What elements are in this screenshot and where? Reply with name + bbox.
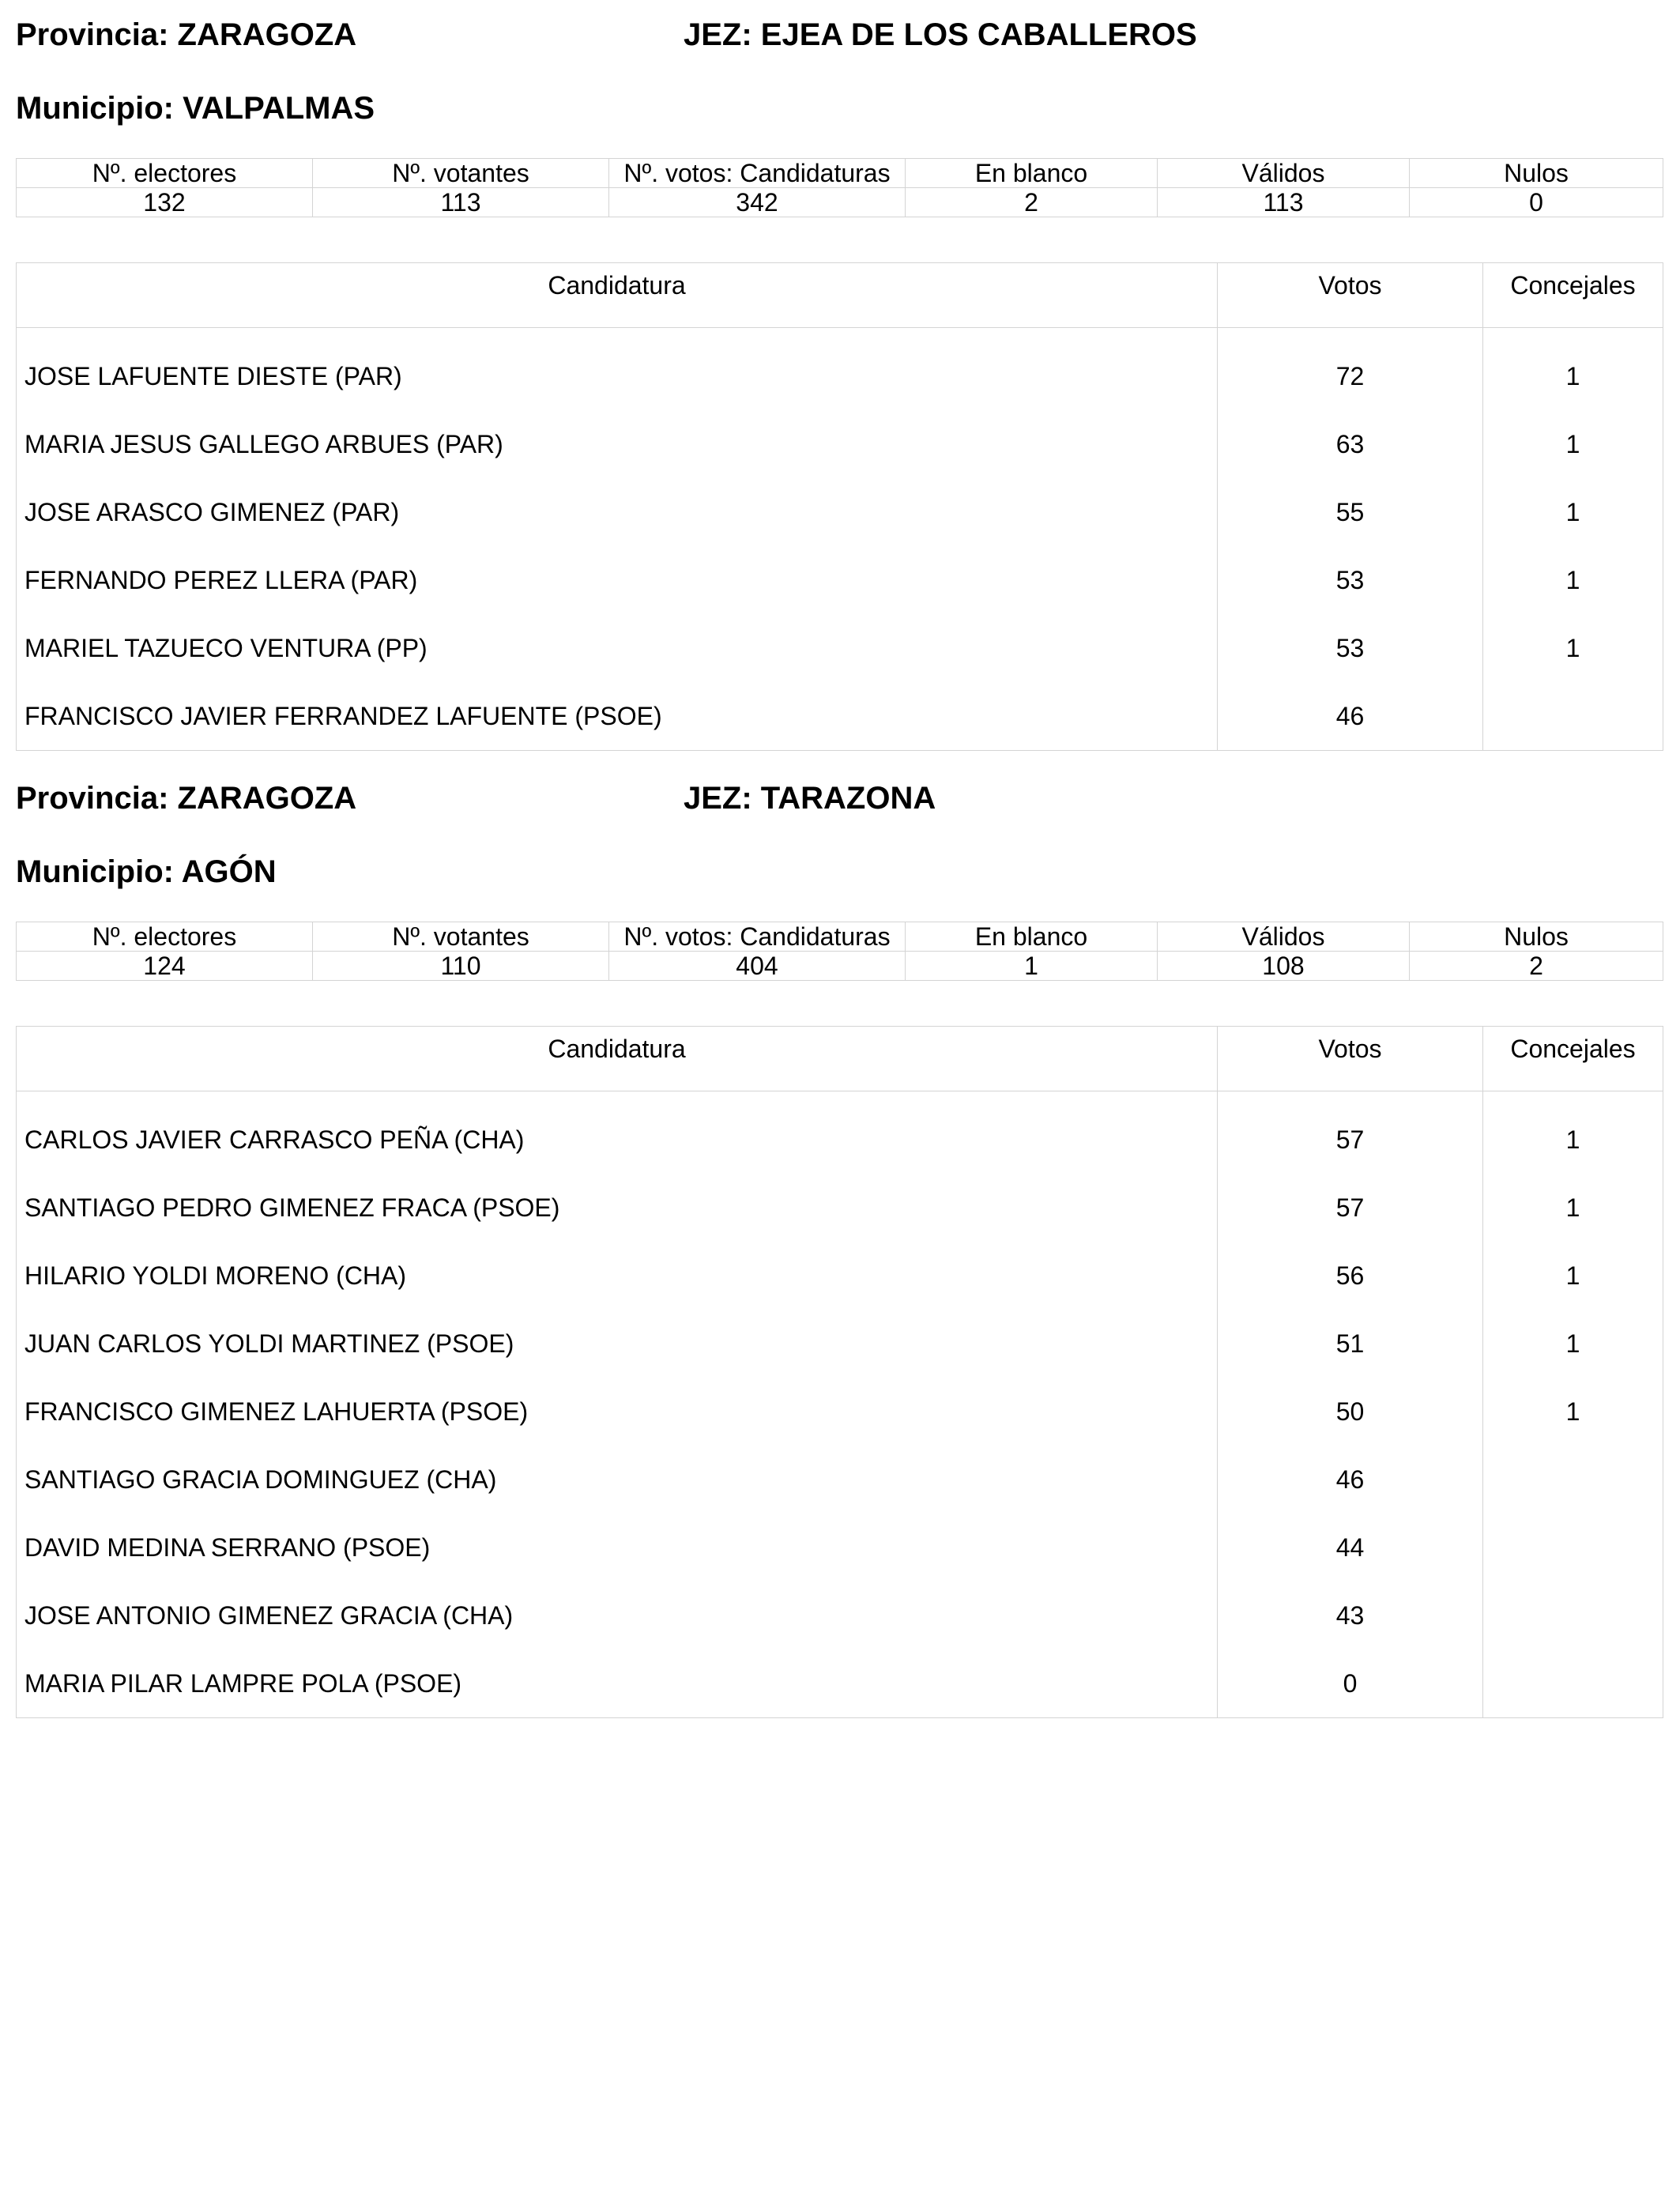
summary-header-cell: Válidos: [1158, 159, 1410, 188]
candidate-votos: 0: [1218, 1649, 1483, 1718]
summary-value-cell: 404: [609, 952, 906, 981]
candidate-concejales: 1: [1483, 1378, 1663, 1446]
summary-value-cell: 342: [609, 188, 906, 217]
summary-header-cell: En blanco: [906, 159, 1158, 188]
candidate-concejales: [1483, 1581, 1663, 1649]
header-concejales: Concejales: [1483, 263, 1663, 328]
candidate-concejales: [1483, 1514, 1663, 1581]
candidate-concejales: [1483, 682, 1663, 751]
table-row: [17, 682, 1663, 751]
candidatura-table: [16, 1026, 1663, 1718]
table-row: [17, 1174, 1663, 1242]
table-row: [17, 328, 1663, 411]
table-row: [17, 1649, 1663, 1718]
summary-table: [16, 158, 1663, 217]
candidate-concejales: 1: [1483, 1174, 1663, 1242]
municipio-title: Municipio: VALPALMAS: [16, 91, 375, 126]
header-candidatura: Candidatura: [17, 1027, 1218, 1091]
table-row: [17, 1514, 1663, 1581]
candidate-name: MARIEL TAZUECO VENTURA (PP): [24, 633, 428, 662]
candidate-votos: 72: [1218, 328, 1483, 411]
candidate-votos: 55: [1218, 478, 1483, 546]
candidate-name: SANTIAGO PEDRO GIMENEZ FRACA (PSOE): [24, 1193, 560, 1222]
summary-header-row: [17, 159, 1663, 188]
candidate-concejales: 1: [1483, 410, 1663, 478]
table-row: [17, 478, 1663, 546]
jez-label: JEZ: TARAZONA: [684, 781, 936, 816]
provincia-label: Provincia: ZARAGOZA: [16, 781, 357, 816]
summary-header-cell: Nº. votantes: [313, 159, 609, 188]
table-row: [17, 1581, 1663, 1649]
table-row: [17, 546, 1663, 614]
table-row: [17, 614, 1663, 682]
summary-value-cell: 113: [313, 188, 609, 217]
summary-value-cell: 1: [906, 952, 1158, 981]
summary-value-cell: 110: [313, 952, 609, 981]
candidate-name: MARIA PILAR LAMPRE POLA (PSOE): [24, 1668, 462, 1698]
summary-value-row: [17, 188, 1663, 217]
candidate-name: JOSE ARASCO GIMENEZ (PAR): [24, 497, 400, 526]
candidate-name: JOSE ANTONIO GIMENEZ GRACIA (CHA): [24, 1600, 514, 1630]
summary-value-cell: 124: [17, 952, 313, 981]
candidate-name: HILARIO YOLDI MORENO (CHA): [24, 1261, 407, 1290]
header-votos: Votos: [1218, 263, 1483, 328]
summary-header-cell: Válidos: [1158, 922, 1410, 952]
candidate-votos: 50: [1218, 1378, 1483, 1446]
summary-table: [16, 922, 1663, 981]
section-header: [16, 781, 936, 816]
candidate-name: FRANCISCO GIMENEZ LAHUERTA (PSOE): [24, 1397, 529, 1426]
candidate-votos: 44: [1218, 1514, 1483, 1581]
candidate-concejales: 1: [1483, 328, 1663, 411]
candidate-votos: 56: [1218, 1242, 1483, 1310]
table-row: [17, 410, 1663, 478]
summary-header-cell: Nulos: [1410, 159, 1663, 188]
table-row: [17, 1310, 1663, 1378]
provincia-label: Provincia: ZARAGOZA: [16, 17, 357, 52]
table-row: [17, 1446, 1663, 1514]
candidate-votos: 46: [1218, 1446, 1483, 1514]
summary-value-cell: 132: [17, 188, 313, 217]
candidate-concejales: 1: [1483, 546, 1663, 614]
candidatura-header-row: [17, 1027, 1663, 1091]
header-concejales: Concejales: [1483, 1027, 1663, 1091]
table-row: [17, 1091, 1663, 1174]
summary-value-cell: 108: [1158, 952, 1410, 981]
summary-header-cell: En blanco: [906, 922, 1158, 952]
summary-header-cell: Nº. electores: [17, 159, 313, 188]
header-candidatura: Candidatura: [17, 263, 1218, 328]
candidate-name: FERNANDO PEREZ LLERA (PAR): [24, 565, 418, 594]
candidate-concejales: 1: [1483, 1310, 1663, 1378]
candidate-name: DAVID MEDINA SERRANO (PSOE): [24, 1532, 431, 1562]
candidate-votos: 57: [1218, 1091, 1483, 1174]
candidate-votos: 63: [1218, 410, 1483, 478]
summary-header-cell: Nº. votos: Candidaturas: [609, 159, 906, 188]
table-row: [17, 1242, 1663, 1310]
summary-header-cell: Nº. votos: Candidaturas: [609, 922, 906, 952]
candidate-name: CARLOS JAVIER CARRASCO PEÑA (CHA): [24, 1125, 525, 1154]
candidate-concejales: 1: [1483, 1091, 1663, 1174]
candidatura-header-row: [17, 263, 1663, 328]
header-votos: Votos: [1218, 1027, 1483, 1091]
candidate-votos: 51: [1218, 1310, 1483, 1378]
candidate-votos: 43: [1218, 1581, 1483, 1649]
summary-value-cell: 2: [906, 188, 1158, 217]
candidatura-table: [16, 262, 1663, 751]
summary-header-row: [17, 922, 1663, 952]
candidate-votos: 57: [1218, 1174, 1483, 1242]
summary-value-row: [17, 952, 1663, 981]
candidate-name: FRANCISCO JAVIER FERRANDEZ LAFUENTE (PSOE): [24, 701, 662, 730]
candidate-votos: 53: [1218, 614, 1483, 682]
summary-header-cell: Nulos: [1410, 922, 1663, 952]
candidate-concejales: [1483, 1446, 1663, 1514]
candidate-concejales: [1483, 1649, 1663, 1718]
candidate-name: SANTIAGO GRACIA DOMINGUEZ (CHA): [24, 1465, 497, 1494]
candidate-concejales: 1: [1483, 478, 1663, 546]
summary-value-cell: 2: [1410, 952, 1663, 981]
candidate-concejales: 1: [1483, 614, 1663, 682]
summary-header-cell: Nº. electores: [17, 922, 313, 952]
jez-label: JEZ: EJEA DE LOS CABALLEROS: [684, 17, 1197, 52]
summary-header-cell: Nº. votantes: [313, 922, 609, 952]
section-header: [16, 17, 1197, 53]
table-row: [17, 1378, 1663, 1446]
municipio-title: Municipio: AGÓN: [16, 854, 277, 889]
candidate-votos: 46: [1218, 682, 1483, 751]
candidate-votos: 53: [1218, 546, 1483, 614]
summary-value-cell: 0: [1410, 188, 1663, 217]
summary-value-cell: 113: [1158, 188, 1410, 217]
candidate-name: JUAN CARLOS YOLDI MARTINEZ (PSOE): [24, 1329, 514, 1358]
candidate-concejales: 1: [1483, 1242, 1663, 1310]
candidate-name: MARIA JESUS GALLEGO ARBUES (PAR): [24, 429, 503, 458]
candidate-name: JOSE LAFUENTE DIESTE (PAR): [24, 361, 402, 390]
